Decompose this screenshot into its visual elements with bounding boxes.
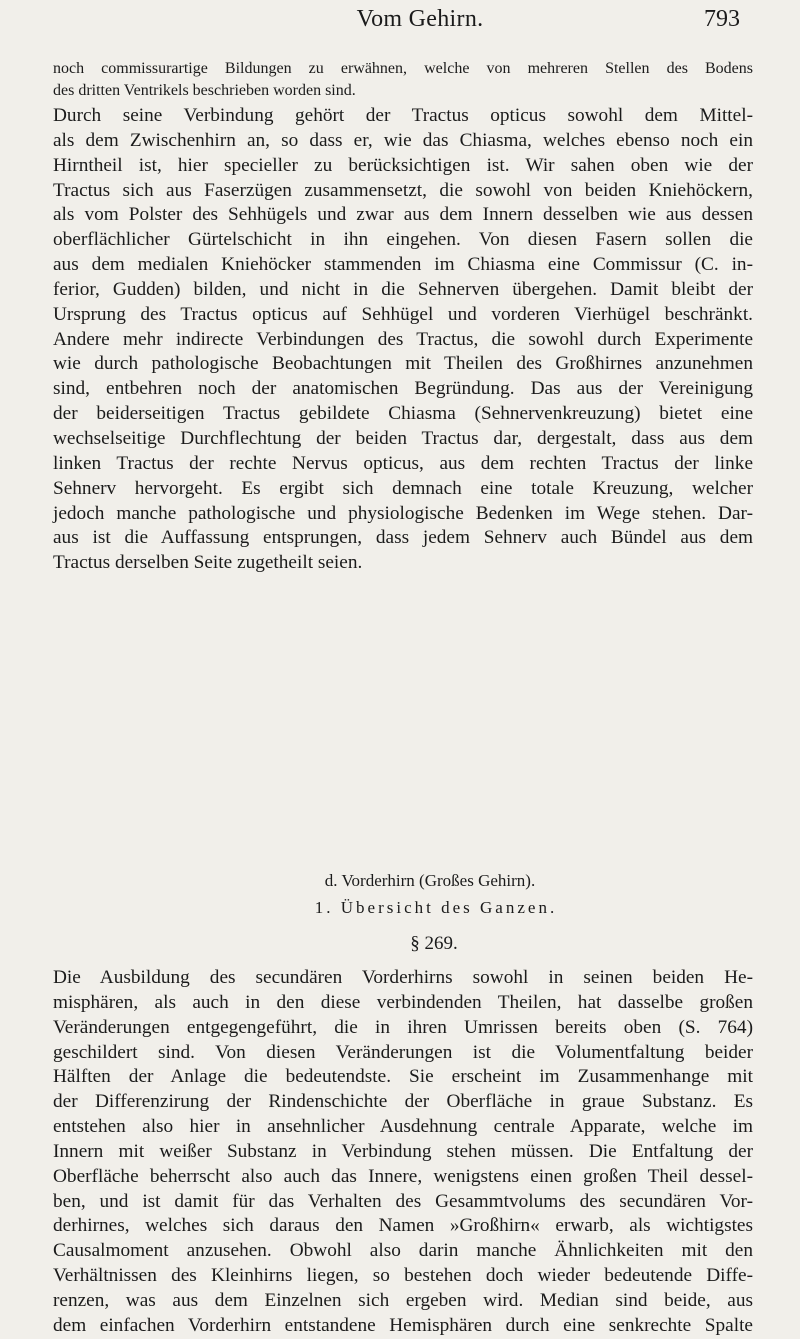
text-line: wie durch pathologische Beobachtungen mit Theilen des Großhirnes anzunehmen — [53, 353, 753, 375]
text-line: Hälften der Anlage die bedeutendste. Sie erscheint im Zusammenhange mit — [53, 1066, 753, 1088]
text-line: aus ist die Auffassung entsprungen, dass jedem Sehnerv auch Bündel aus dem — [53, 527, 753, 549]
text-line: entstehen also hier in ansehnlicher Ausdehnung centrale Apparate, welche im — [53, 1116, 753, 1138]
small-print-paragraph — [53, 58, 753, 102]
text-line: Causalmoment anzusehen. Obwohl also darin manche Ähnlichkeiten mit den — [53, 1240, 753, 1262]
text-line: als dem Zwischenhirn an, so dass er, wie das Chiasma, welches ebenso noch ein — [53, 129, 753, 151]
text-line: als vom Polster des Sehhügels und zwar aus dem Innern desselben wie aus dessen — [53, 204, 753, 226]
text-line: Tractus sich aus Faserzügen zusammensetzt, die sowohl von beiden Kniehöckern, — [53, 179, 753, 201]
page-header — [0, 6, 800, 42]
paragraph-tractus-opticus — [53, 104, 753, 576]
text-line: misphären, als auch in den diese verbindenden Theilen, hat dasselbe großen — [53, 991, 753, 1013]
text-line: Sehnerv hervorgeht. Es ergibt sich demnach eine totale Kreuzung, welcher — [53, 477, 753, 499]
paragraph-number: § 269. — [410, 933, 458, 954]
text-line: Andere mehr indirecte Verbindungen des Tractus, die sowohl durch Experimente — [53, 328, 753, 350]
text-line: Oberfläche beherrscht also auch das Innere, wenigstens einen großen Theil dessel- — [53, 1165, 753, 1187]
section-heading: d. Vorderhirn (Großes Gehirn). — [324, 871, 536, 890]
text-line: Verhältnissen des Kleinhirns liegen, so bestehen doch wieder bedeutende Diffe- — [53, 1265, 753, 1287]
subsection-heading: 1. Übersicht des Ganzen. — [314, 898, 558, 917]
text-line: dem einfachen Vorderhirn entstandene Hemisphären durch eine senkrechte Spalte — [53, 1314, 753, 1336]
text-line: ben, und ist damit für das Verhalten des Gesammtvolums des secundären Vor- — [53, 1190, 753, 1212]
text-line: der Differenzirung der Rindenschichte der Oberfläche in graue Substanz. Es — [53, 1091, 753, 1113]
text-line: Innern mit weißer Substanz in Verbindung stehen müssen. Die Entfaltung der — [53, 1140, 753, 1162]
text-line: noch commissurartige Bildungen zu erwähnen, welche von mehreren Stellen des Bodens — [53, 60, 753, 77]
running-title: Vom Gehirn. — [356, 6, 484, 32]
page-number: 793 — [704, 6, 740, 32]
text-line: ferior, Gudden) bilden, und nicht in die Sehnerven übergehen. Damit bleibt der — [53, 278, 753, 300]
text-line: wechselseitige Durchflechtung der beiden Tractus dar, dergestalt, dass aus dem — [53, 427, 753, 449]
paragraph-vorderhirn — [53, 966, 753, 1339]
text-line: linken Tractus der rechte Nervus opticus, aus dem rechten Tractus der linke — [53, 452, 753, 474]
text-line: renzen, was aus dem Einzelnen sich ergeben wird. Median sind beide, aus — [53, 1289, 753, 1311]
text-line: Durch seine Verbindung gehört der Tractus opticus sowohl dem Mittel- — [53, 105, 753, 126]
text-line: der beiderseitigen Tractus gebildete Chiasma (Sehnervenkreuzung) bietet eine — [53, 403, 753, 425]
text-line: des dritten Ventrikels beschrieben worden sind. — [53, 82, 356, 99]
text-line: geschildert sind. Von diesen Veränderungen ist die Volumentfaltung beider — [53, 1041, 753, 1063]
text-line: sind, entbehren noch der anatomischen Begründung. Das aus der Vereinigung — [53, 378, 753, 400]
text-line: jedoch manche pathologische und physiologische Bedenken im Wege stehen. Dar- — [53, 502, 753, 524]
text-line: derhirnes, welches sich daraus den Namen »Großhirn« erwarb, als wichtigstes — [53, 1215, 753, 1237]
text-line: Veränderungen entgegengeführt, die in ihren Umrissen bereits oben (S. 764) — [53, 1016, 753, 1038]
text-line: aus dem medialen Kniehöcker stammenden im Chiasma eine Commissur (C. in- — [53, 254, 753, 276]
text-line: Hirntheil ist, hier specieller zu berücksichtigen ist. Wir sahen oben wie der — [53, 154, 753, 176]
text-line: Ursprung des Tractus opticus auf Sehhügel und vorderen Vierhügel beschränkt. — [53, 303, 753, 325]
text-line: Tractus derselben Seite zugetheilt seien. — [53, 552, 363, 574]
text-line: oberflächlicher Gürtelschicht in ihn eingehen. Von diesen Fasern sollen die — [53, 229, 753, 251]
text-line: Die Ausbildung des secundären Vorderhirns sowohl in seinen beiden He- — [53, 967, 753, 988]
